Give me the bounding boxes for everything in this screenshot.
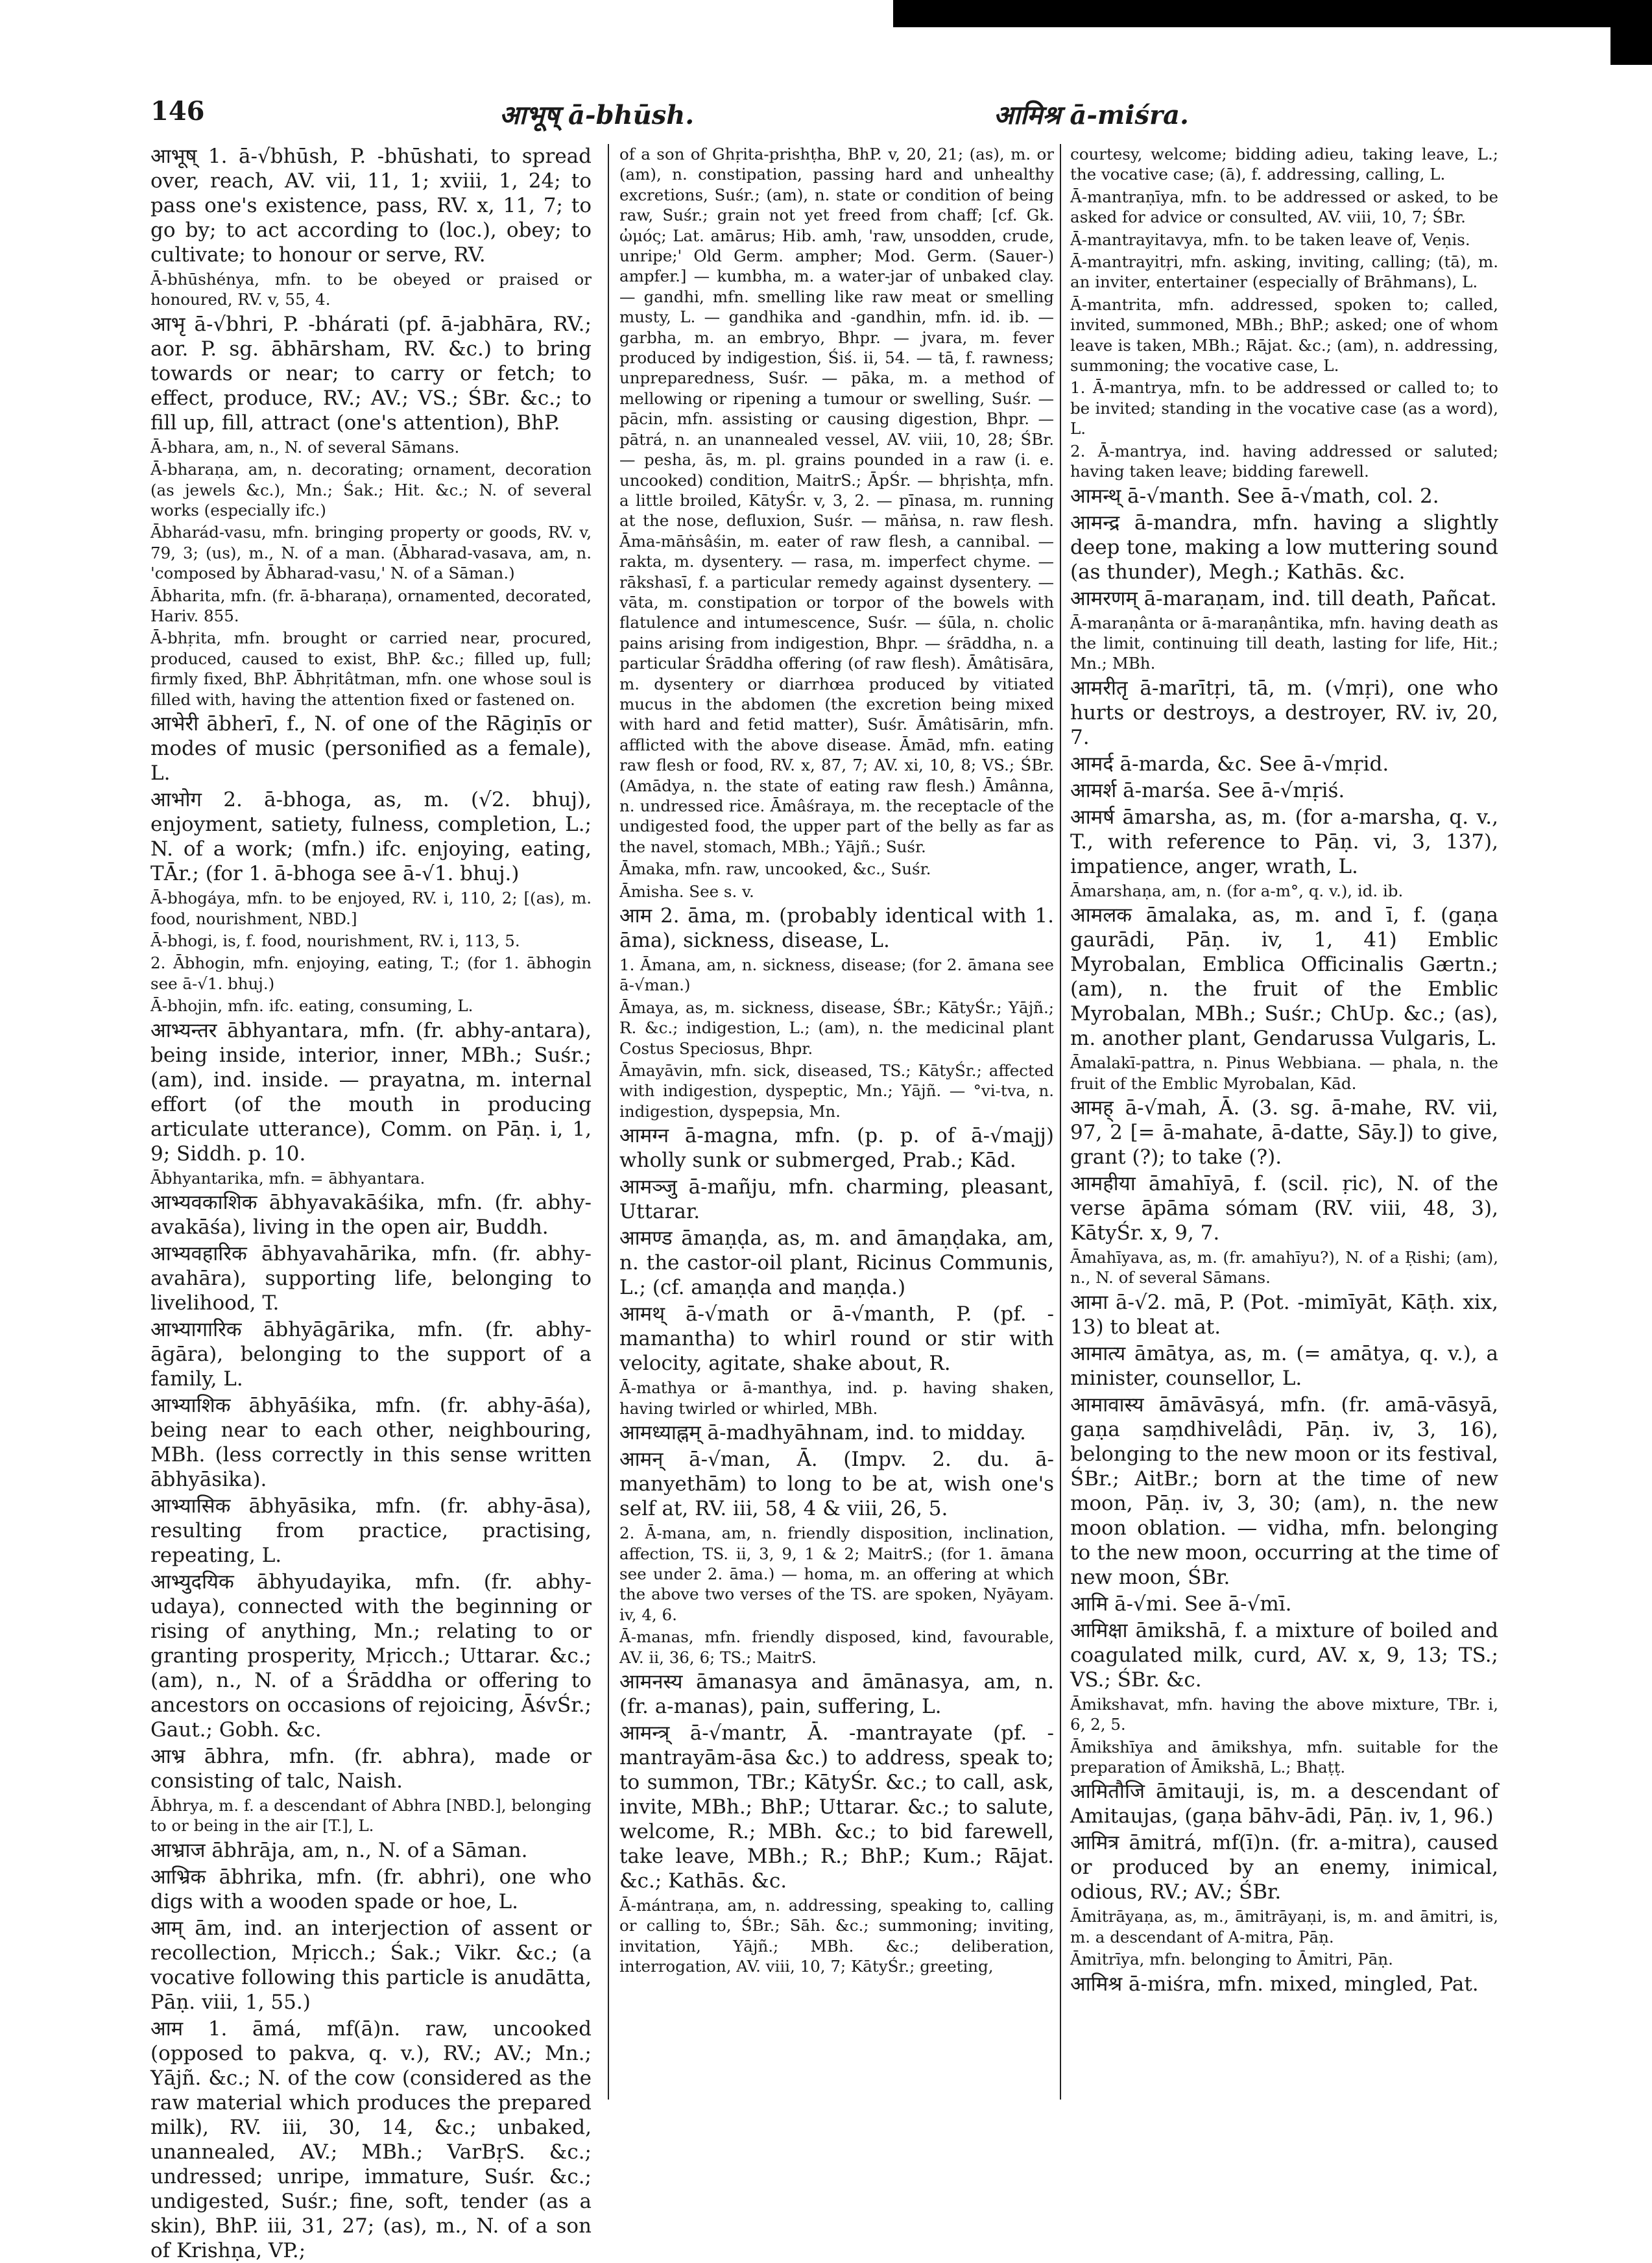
dictionary-entry: आमावास्य āmāvāsyá, mfn. (fr. amā-vāsyā, gaṇa saṃdhivelâdi, Pāṇ. iv, 3, 16), belonging to the new moon or its festival, ŚBr.; AitBr.; born at the time of new moon, Pāṇ. iv, 3, 30; (am), n. the new moon oblation. — vidha, mfn. belonging to the new moon, occurring at the time of new moon, ŚBr. [1070, 1393, 1498, 1589]
dictionary-entry: आमरणम् ā-maraṇam, ind. till death, Pañcat. [1070, 586, 1497, 610]
dictionary-entry: आमन्त्र् ā-√mantr, Ā. -mantrayate (pf. -mantrayām-āsa &c.) to address, speak to; to summon, TBr.; KātyŚr. &c.; to call, ask, invite, MBh.; BhP.; Uttarar. &c.; to salute, welcome, R.; MBh. &c.; to bid farewell, take leave, MBh.; R.; BhP.; Kum.; Rājat. &c.; Kathās. &c. [619, 1721, 1054, 1893]
dictionary-entry: आमथ् ā-√math or ā-√manth, P. (pf. -mamantha) to whirl round or stir with velocity, agitate, shake about, R. [619, 1302, 1054, 1376]
dictionary-entry: आमि ā-√mi. See ā-√mī. [1070, 1592, 1292, 1616]
dictionary-entry: Ābhrya, m. f. a descendant of Abhra [NBD.], belonging to or being in the air [T.], L. [150, 1795, 592, 1836]
dictionary-entry: आम 1. āmá, mf(ā)n. raw, uncooked (opposed to pakva, q. v.), RV.; AV.; Mn.; Yājñ. &c.; N. of the cow (considered as the raw material which produces the prepared milk), RV. iii, 30, 14, &c.; unbaked, unannealed, AV.; MBh.; VarBṛS. &c.; undressed; unripe, immature, Suśr. &c.; undigested, Suśr.; fine, soft, tender (as a skin), BhP. iii, 31, 27; (as), m., N. of a son of Krishṇa, VP.; [150, 2017, 592, 2262]
dictionary-entry: आभ्याशिक ābhyāśika, mfn. (fr. abhy-āśa), being near to each other, neighbouring, MBh. (less correctly in this sense written ābhyāsika). [150, 1393, 592, 1491]
dictionary-entry: Āmitrāyaṇa, as, m., āmitrāyaṇi, is, m. and āmitri, is, m. a descendant of A-mitra, Pāṇ. [1070, 1907, 1498, 1946]
dictionary-entry: आभ्यागारिक ābhyāgārika, mfn. (fr. abhy-āgāra), belonging to the support of a family, L. [150, 1317, 592, 1391]
dictionary-entry: आभेरी ābherī, f., N. of one of the Rāgiṇīs or modes of music (personified as a female), L. [150, 712, 592, 785]
dictionary-entry: आमञ्जु ā-mañju, mfn. charming, pleasant, Uttarar. [619, 1175, 1054, 1224]
dictionary-entry: Ā-manas, mfn. friendly disposed, kind, favourable, AV. ii, 36, 6; TS.; MaitrS. [619, 1627, 1054, 1667]
dictionary-entry: of a son of Ghṛita-prishṭha, BhP. v, 20, 21; (as), m. or (am), n. constipation, passing hard and unhealthy excretions, Suśr.; (am), n. state or condition of being raw, Suśr.; grain not yet freed from chaff; [cf. Gk. ὠμός; Lat. amārus; Hib. amh, 'raw, unsodden, crude, unripe;' Old Germ. ampher; Mod. Germ. (Sauer-) ampfer.] — kumbha, m. a water-jar of unbaked clay. — gandhi, mfn. smelling like raw meat or smelling musty, L. — gandhika and -gandhin, mfn. id. ib. — garbha, m. an embryo, Bhpr. — jvara, m. fever produced by indigestion, Śiś. ii, 54. — tā, f. rawness; unpreparedness, Suśr. — pāka, m. a method of mellowing or ripening a tumour or swelling, Suśr. — pācin, mfn. assisting or causing digestion, Bhpr. — pātrá, n. an unannealed vessel, AV. viii, 10, 28; ŚBr. — pesha, ās, m. pl. grains pounded in a raw (i. e. uncooked) condition, MaitrS.; ĀpŚr. — bhṛishṭa, mfn. a little broiled, KātyŚr. v, 3, 2. — pīnasa, m. running at the nose, defluxion, Suśr. — māṅsa, n. raw flesh. Āma-māṅsâśin, m. eater of raw flesh, a cannibal. — rakta, m. dysentery. — rasa, m. imperfect chyme. — rākshasī, f. a particular remedy against dysentery. — vāta, m. constipation or torpor of the bowels with flatulence and intumescence, Suśr. — śūla, n. cholic pains arising from indigestion, Bhpr. — śrāddha, n. a particular Śrāddha offering (of raw flesh). Āmâtisāra, m. dysentery or diarrhœa produced by vitiated mucus in the abdomen (the excretion being mixed with hard and fetid matter), Suśr. Āmâtisārin, mfn. afflicted with the above disease. Āmād, mfn. eating raw flesh or food, RV. x, 87, 7; AV. xi, 10, 8; VS.; ŚBr. (Amādya, n. the state of eating raw flesh.) Āmânna, n. undressed rice. Āmâśraya, m. the receptacle of the undigested food, the upper part of the belly as far as the navel, stomach, MBh.; Yājñ.; Suśr. [619, 145, 1054, 856]
dictionary-entry: Āmayāvin, mfn. sick, diseased, TS.; KātyŚr.; affected with indigestion, dyspeptic, Mn.; Yājñ. — °vi-tva, n. indigestion, dyspepsia, Mn. [619, 1061, 1054, 1121]
dictionary-entry: आमर्ष āmarsha, as, m. (for a-marsha, q. v., T., with reference to Pāṇ. vi, 3, 137), impatience, anger, wrath, L. [1070, 805, 1498, 878]
dictionary-entry: आभूष् 1. ā-√bhūsh, P. -bhūshati, to spread over, reach, AV. vii, 11, 1; xviii, 1, 24; to pass one's existence, pass, RV. x, 11, 7; to go by; to act according to (loc.), obey; to cultivate; to honour or serve, RV. [150, 145, 592, 267]
dictionary-entry: Āmisha. See s. v. [619, 881, 754, 901]
dictionary-entry: Ā-mantrayitṛi, mfn. asking, inviting, calling; (tā), m. an inviter, entertainer (especially of Brāhmans), L. [1070, 252, 1498, 292]
dictionary-entry: आमनस्य āmanasya and āmānasya, am, n. (fr. a-manas), pain, suffering, L. [619, 1670, 1054, 1718]
dictionary-entry: Ā-bhṛita, mfn. brought or carried near, procured, produced, caused to exist, BhP. &c.; filled up, full; firmly fixed, BhP. Ābhṛitâtman, mfn. one whose soul is filled with, having the attention fixed or fastened on. [150, 629, 592, 709]
dictionary-entry: Āmikshavat, mfn. having the above mixture, TBr. i, 6, 2, 5. [1070, 1694, 1498, 1734]
dictionary-entry: आमन्द्र ā-mandra, mfn. having a slightly deep tone, making a low muttering sound (as thunder), Megh.; Kathās. &c. [1070, 510, 1498, 584]
dictionary-entry: Ā-bhūshénya, mfn. to be obeyed or praised or honoured, RV. v, 55, 4. [150, 270, 592, 309]
column-1 [150, 144, 592, 2262]
dictionary-entry: Ābhyantarika, mfn. = ābhyantara. [150, 1168, 425, 1188]
dictionary-entry: Ā-mathya or ā-manthya, ind. p. having shaken, having twirled or whirled, MBh. [619, 1378, 1054, 1418]
left-guide-word: आभूष् ā-bhūsh. [499, 100, 695, 130]
dictionary-entry: आभ्यासिक ābhyāsika, mfn. (fr. abhy-āsa), resulting from practice, practising, repeating, L. [150, 1494, 592, 1567]
dictionary-entry: आमह् ā-√mah, Ā. (3. sg. ā-mahe, RV. vii, 97, 2 [= ā-mahate, ā-datte, Sāy.]) to give, grant (?); to take (?). [1070, 1096, 1498, 1169]
dictionary-entry: आभृ ā-√bhri, P. -bhárati (pf. ā-jabhāra, RV.; aor. P. sg. ābhārsham, RV. &c.) to bring towards or near; to carry or fetch; to effect, produce, RV.; AV.; VS.; ŚBr. &c.; to fill up, fill, attract (one's attention), BhP. [150, 312, 592, 435]
dictionary-entry: आमध्याह्नम् ā-madhyāhnam, ind. to midday. [619, 1421, 1026, 1445]
dictionary-entry: आमा ā-√2. mā, P. (Pot. -mimīyāt, Kāṭh. xix, 13) to bleat at. [1070, 1290, 1498, 1339]
dictionary-entry: Āmalakī-pattra, n. Pinus Webbiana. — phala, n. the fruit of the Emblic Myrobalan, Kād. [1070, 1053, 1498, 1093]
dictionary-entry: आमित्र āmitrá, mf(ī)n. (fr. a-mitra), caused or produced by an enemy, inimical, odious, RV.; AV.; ŚBr. [1070, 1831, 1498, 1904]
dictionary-entry: Ā-bhojin, mfn. ifc. eating, consuming, L. [150, 996, 473, 1016]
dictionary-entry: आभ्र ābhra, mfn. (fr. abhra), made or consisting of talc, Naish. [150, 1744, 592, 1793]
dictionary-entry: Ā-mantrita, mfn. addressed, spoken to; called, invited, summoned, MBh.; BhP.; asked; one of whom leave is taken, MBh.; Rājat. &c.; (am), n. addressing, summoning; the vocative case, L. [1070, 294, 1498, 376]
dictionary-entry: Ā-bhogi, is, f. food, nourishment, RV. i, 113, 5. [150, 931, 520, 950]
dictionary-entry: Ā-mántraṇa, am, n. addressing, speaking to, calling or calling to, ŚBr.; Sāh. &c.; summoning; inviting, invitation, Yājñ.; MBh. &c.; deliberation, interrogation, AV. viii, 10, 7; KātyŚr.; greeting, [619, 1895, 1054, 1976]
dictionary-entry: Ā-bhogáya, mfn. to be enjoyed, RV. i, 110, 2; [(as), m. food, nourishment, NBD.] [150, 889, 592, 928]
dictionary-entry: 1. Āmana, am, n. sickness, disease; (for 2. āmana see ā-√man.) [619, 955, 1054, 995]
dictionary-entry: Āmaka, mfn. raw, uncooked, &c., Suśr. [619, 859, 931, 879]
dictionary-entry: Ā-mantraṇīya, mfn. to be addressed or asked, to be asked for advice or consulted, AV. viii, 10, 7; ŚBr. [1070, 187, 1498, 227]
dictionary-entry: आमिक्षा āmikshā, f. a mixture of boiled and coagulated milk, curd, AV. x, 9, 13; TS.; VS.; ŚBr. &c. [1070, 1618, 1498, 1692]
dictionary-entry: 2. Ā-mana, am, n. friendly disposition, inclination, affection, TS. ii, 3, 9, 1 & 2; MaitrS.; (for 1. āmana see under 2. āma.) — homa, m. an offering at which the above two verses of the TS. are spoken, Nyāyam. iv, 4, 6. [619, 1524, 1054, 1624]
dictionary-entry: Ā-bhara, am, n., N. of several Sāmans. [150, 437, 460, 457]
dictionary-entry: courtesy, welcome; bidding adieu, taking leave, L.; the vocative case; (ā), f. addressing, calling, L. [1070, 145, 1498, 184]
page-number: 146 [150, 96, 205, 126]
dictionary-entry: Āmitrīya, mfn. belonging to Āmitri, Pāṇ. [1070, 1950, 1393, 1969]
dictionary-entry: आमहीया āmahīyā, f. (scil. ṛic), N. of the verse āpāma sómam (RV. viii, 48, 3), KātyŚr. x, 9, 7. [1070, 1171, 1498, 1245]
dictionary-entry: आमिश्र ā-miśra, mfn. mixed, mingled, Pat. [1070, 1972, 1479, 1996]
dictionary-entry: Ā-mantrayitavya, mfn. to be taken leave of, Veṇis. [1070, 230, 1470, 249]
column-2 [619, 144, 1054, 2109]
column-3 [1070, 144, 1498, 2109]
scan-edge-bar [893, 0, 1652, 27]
dictionary-entry: आभ्रिक ābhrika, mfn. (fr. abhri), one who digs with a wooden spade or hoe, L. [150, 1865, 592, 1913]
dictionary-entry: 2. Ā-mantrya, ind. having addressed or saluted; having taken leave; bidding farewell. [1070, 441, 1498, 481]
dictionary-entry: Ābharita, mfn. (fr. ā-bharaṇa), ornamented, decorated, Hariv. 855. [150, 586, 592, 626]
page-header [150, 96, 1483, 135]
dictionary-entry: आमात्य āmātya, as, m. (= amātya, q. v.), a minister, counsellor, L. [1070, 1341, 1498, 1390]
column-rule [608, 144, 609, 2100]
dictionary-entry: आमर्श ā-marśa. See ā-√mṛiś. [1070, 778, 1345, 802]
dictionary-entry: Āmaya, as, m. sickness, disease, ŚBr.; KātyŚr.; Yājñ.; R. &c.; indigestion, L.; (am), n. the medicinal plant Costus Speciosus, Bhpr. [619, 998, 1054, 1058]
dictionary-entry: Āmikshīya and āmikshya, mfn. suitable for the preparation of Āmikshā, L.; Bhaṭṭ. [1070, 1737, 1498, 1777]
dictionary-entry: आमन्थ् ā-√manth. See ā-√math, col. 2. [1070, 484, 1439, 508]
dictionary-entry: Ābharád-vasu, mfn. bringing property or goods, RV. v, 79, 3; (us), m., N. of a man. (Ābharad-vasava, am, n. 'composed by Ābharad-vasu,' N. of a Sāman.) [150, 523, 592, 583]
dictionary-entry: आमर्द ā-marda, &c. See ā-√mṛid. [1070, 752, 1389, 776]
dictionary-entry: आभोग 2. ā-bhoga, as, m. (√2. bhuj), enjoyment, satiety, fulness, completion, L.; N. of a work; (mfn.) ifc. enjoying, eating, TĀr.; (for 1. ā-bhoga see ā-√1. bhuj.) [150, 788, 592, 886]
dictionary-entry: Āmahīyava, as, m. (fr. amahīyu?), N. of a Ṛishi; (am), n., N. of several Sāmans. [1070, 1247, 1498, 1287]
dictionary-entry: Ā-maraṇânta or ā-maraṇântika, mfn. having death as the limit, continuing till death, lasting for life, Hit.; Mn.; MBh. [1070, 613, 1498, 673]
dictionary-entry: आमलक āmalaka, as, m. and ī, f. (gaṇa gaurādi, Pāṇ. iv, 1, 41) Emblic Myrobalan, Emblica Officinalis Gærtn.; (am), n. the fruit of the Emblic Myrobalan, MBh.; Suśr.; ChUp. &c.; (as), m. another plant, Gendarussa Vulgaris, L. [1070, 904, 1498, 1051]
dictionary-entry: 2. Ābhogin, mfn. enjoying, eating, T.; (for 1. ābhogin see ā-√1. bhuj.) [150, 953, 592, 993]
dictionary-entry: आमग्न ā-magna, mfn. (p. p. of ā-√majj) wholly sunk or submerged, Prab.; Kād. [619, 1124, 1054, 1173]
dictionary-entry: आम् ām, ind. an interjection of assent or recollection, Mṛicch.; Śak.; Vikr. &c.; (a vocative following this particle is anudātta, Pāṇ. viii, 1, 55.) [150, 1916, 592, 2014]
dictionary-entry: आभ्राज ābhrāja, am, n., N. of a Sāman. [150, 1838, 528, 1862]
dictionary-entry: आमितौजि āmitauji, is, m. a descendant of Amitaujas, (gaṇa bāhv-ādi, Pāṇ. iv, 1, 96.) [1070, 1780, 1498, 1828]
dictionary-entry: 1. Ā-mantrya, mfn. to be addressed or called to; to be invited; standing in the vocative case (as a word), L. [1070, 378, 1498, 438]
dictionary-entry: आभ्यन्तर ābhyantara, mfn. (fr. abhy-antara), being inside, interior, inner, MBh.; Suśr.; (am), ind. inside. — prayatna, m. internal effort (of the mouth in producing articulate utterance), Comm. on Pāṇ. i, 1, 9; Siddh. p. 10. [150, 1018, 592, 1166]
dictionary-entry: आभ्यवकाशिक ābhyavakāśika, mfn. (fr. abhy-avakāśa), living in the open air, Buddh. [150, 1190, 592, 1239]
right-guide-word: आमिश्र ā-miśra. [994, 100, 1189, 130]
dictionary-entry: Ā-bharaṇa, am, n. decorating; ornament, decoration (as jewels &c.), Mn.; Śak.; Hit. &c.; N. of several works (especially ifc.) [150, 460, 592, 520]
dictionary-entry: Āmarshaṇa, am, n. (for a-m°, q. v.), id. ib. [1070, 881, 1404, 900]
dictionary-entry: आम 2. āma, m. (probably identical with 1. āma), sickness, disease, L. [619, 904, 1054, 953]
dictionary-entry: आमण्ड āmaṇḍa, as, m. and āmaṇḍaka, am, n. the castor-oil plant, Ricinus Communis, L.; (cf. amaṇḍa and maṇḍa.) [619, 1227, 1054, 1300]
dictionary-entry: आभ्यवहारिक ābhyavahārika, mfn. (fr. abhy-avahāra), supporting life, belonging to livelihood, T. [150, 1241, 592, 1315]
dictionary-entry: आभ्युदयिक ābhyudayika, mfn. (fr. abhy-udaya), connected with the beginning or rising of anything, Mn.; relating to or granting prosperity, Mṛicch.; Uttarar. &c.; (am), n., N. of a Śrāddha or offering to ancestors on occasions of rejoicing, ĀśvŚr.; Gaut.; Gobh. &c. [150, 1570, 592, 1742]
scan-edge-corner [1610, 0, 1652, 65]
column-rule [1060, 144, 1061, 2100]
dictionary-entry: आमरीतृ ā-marītṛi, tā, m. (√mṛi), one who hurts or destroys, a destroyer, RV. iv, 20, 7. [1070, 676, 1498, 749]
dictionary-entry: आमन् ā-√man, Ā. (Impv. 2. du. ā-manyethām) to long to be at, wish one's self at, RV. iii, 58, 4 & viii, 26, 5. [619, 1448, 1054, 1521]
